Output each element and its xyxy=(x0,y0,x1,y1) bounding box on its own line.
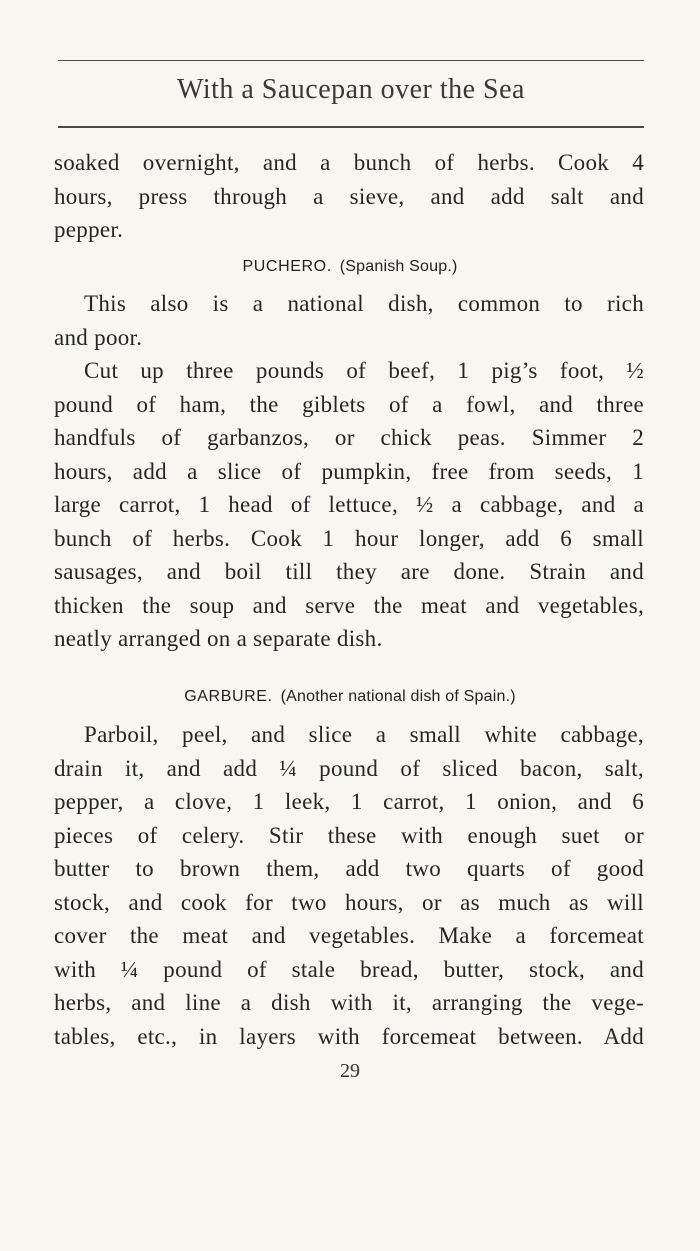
puchero-line: handfuls of garbanzos, or chick peas. Simmer 2 xyxy=(54,425,644,450)
puchero-paragraph-1 xyxy=(54,287,644,354)
garbure-line: with ¼ pound of stale bread, butter, stock, and xyxy=(54,956,644,982)
puchero-subtitle: (Spanish Soup.) xyxy=(339,258,458,275)
puchero-title: PUCHERO. xyxy=(242,258,332,275)
page-number: 29 xyxy=(340,1060,360,1082)
garbure-title: GARBURE. xyxy=(184,688,273,705)
puchero-line: hours, add a slice of pumpkin, free from seeds, 1 xyxy=(54,458,644,484)
running-head: With a Saucepan over the Sea xyxy=(177,74,525,105)
puchero-line: pound of ham, the giblets of a fowl, and three xyxy=(54,391,644,417)
garbure-line: drain it, and add ¼ pound of sliced bacon, salt, xyxy=(54,755,644,781)
garbure-line: Parboil, peel, and slice a small white cabbage, xyxy=(84,722,644,747)
puchero-line: neatly arranged on a separate dish. xyxy=(54,626,383,651)
header-rule-bottom xyxy=(58,126,644,128)
garbure-heading xyxy=(0,688,700,706)
puchero-paragraph-2 xyxy=(54,354,644,656)
garbure-paragraph xyxy=(54,718,644,1053)
garbure-line: herbs, and line a dish with it, arranging the vege- xyxy=(54,990,644,1015)
intro-line: pepper. xyxy=(54,217,124,242)
puchero-line: large carrot, 1 head of lettuce, ½ a cabbage, and a xyxy=(54,492,644,517)
intro-line: hours, press through a sieve, and add salt and xyxy=(54,183,644,209)
puchero-heading xyxy=(0,258,700,276)
intro-paragraph xyxy=(54,146,644,247)
garbure-line: tables, etc., in layers with forcemeat between. Add xyxy=(54,1023,644,1049)
garbure-line: pepper, a clove, 1 leek, 1 carrot, 1 onion, and 6 xyxy=(54,789,644,814)
garbure-line: stock, and cook for two hours, or as much as will xyxy=(54,889,644,915)
puchero-line: This also is a national dish, common to rich xyxy=(84,291,644,316)
garbure-line: butter to brown them, add two quarts of good xyxy=(54,856,644,881)
puchero-line: bunch of herbs. Cook 1 hour longer, add 6 small xyxy=(54,525,644,551)
puchero-line: thicken the soup and serve the meat and vegetables, xyxy=(54,592,644,618)
garbure-line: cover the meat and vegetables. Make a forcemeat xyxy=(54,923,644,948)
garbure-line: pieces of celery. Stir these with enough suet or xyxy=(54,822,644,848)
intro-line: soaked overnight, and a bunch of herbs. Cook 4 xyxy=(54,150,644,175)
puchero-line: and poor. xyxy=(54,324,143,350)
puchero-line: sausages, and boil till they are done. Strain and xyxy=(54,559,644,584)
header-rule-top xyxy=(58,60,644,61)
puchero-line: Cut up three pounds of beef, 1 pig’s foot, ½ xyxy=(84,358,644,383)
garbure-subtitle: (Another national dish of Spain.) xyxy=(280,688,516,705)
